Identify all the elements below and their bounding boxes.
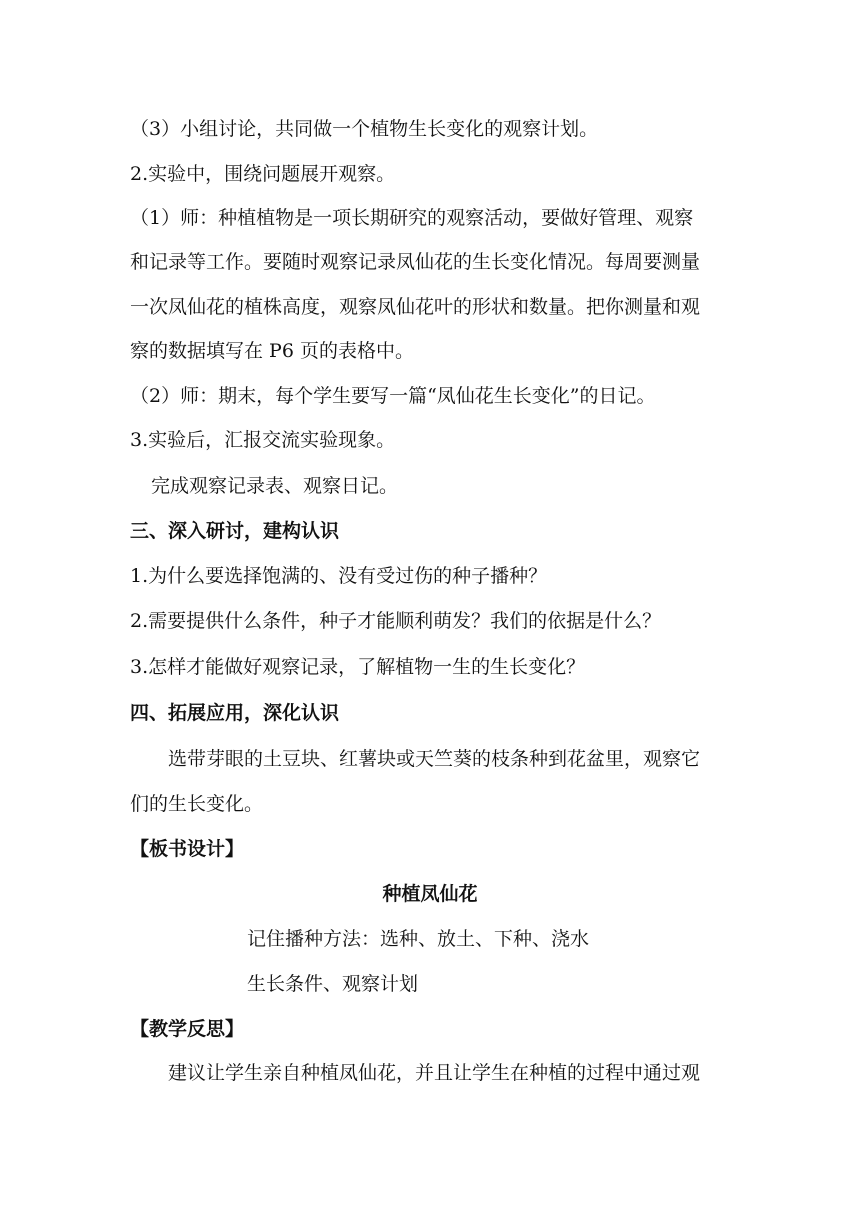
board-line-2: 生长条件、观察计划 xyxy=(247,973,419,995)
teacher-instruction-2: （2）师：期末，每个学生要写一篇“凤仙花生长变化”的日记。 xyxy=(130,385,656,407)
section-four-heading: 四、拓展应用，深化认识 xyxy=(130,702,340,724)
teacher-instruction-1-line-3: 一次凤仙花的植株高度，观察凤仙花叶的形状和数量。把你测量和观 xyxy=(130,296,701,318)
board-line-1: 记住播种方法：选种、放土、下种、浇水 xyxy=(247,928,590,950)
reflection-line-1: 建议让学生亲自种植凤仙花，并且让学生在种植的过程中通过观 xyxy=(168,1062,701,1084)
extension-line-2: 们的生长变化。 xyxy=(130,793,264,815)
teacher-instruction-1-line-2: 和记录等工作。要随时观察记录凤仙花的生长变化情况。每周要测量 xyxy=(130,251,701,273)
complete-records: 完成观察记录表、观察日记。 xyxy=(151,475,399,497)
teacher-instruction-1-line-1: （1）师：种植植物是一项长期研究的观察活动，要做好管理、观察 xyxy=(130,207,694,229)
question-1: 1.为什么要选择饱满的、没有受过伤的种子播种？ xyxy=(130,565,548,587)
experiment-after-heading: 3.实验后，汇报交流实验现象。 xyxy=(130,429,396,451)
extension-line-1: 选带芽眼的土豆块、红薯块或天竺葵的枝条种到花盆里，观察它 xyxy=(168,748,701,770)
board-design-heading: 【板书设计】 xyxy=(130,838,245,860)
teacher-instruction-1-line-4: 察的数据填写在 P6 页的表格中。 xyxy=(130,340,414,362)
teaching-reflection-heading: 【教学反思】 xyxy=(130,1018,245,1040)
section-three-heading: 三、深入研讨，建构认识 xyxy=(130,520,340,542)
experiment-during-heading: 2.实验中，围绕问题展开观察。 xyxy=(130,163,396,185)
question-2: 2.需要提供什么条件，种子才能顺利萌发？我们的依据是什么？ xyxy=(130,610,662,632)
discussion-step-3: （3）小组讨论，共同做一个植物生长变化的观察计划。 xyxy=(130,118,599,140)
board-title: 种植凤仙花 xyxy=(382,883,478,905)
question-3: 3.怎样才能做好观察记录，了解植物一生的生长变化？ xyxy=(130,656,586,678)
